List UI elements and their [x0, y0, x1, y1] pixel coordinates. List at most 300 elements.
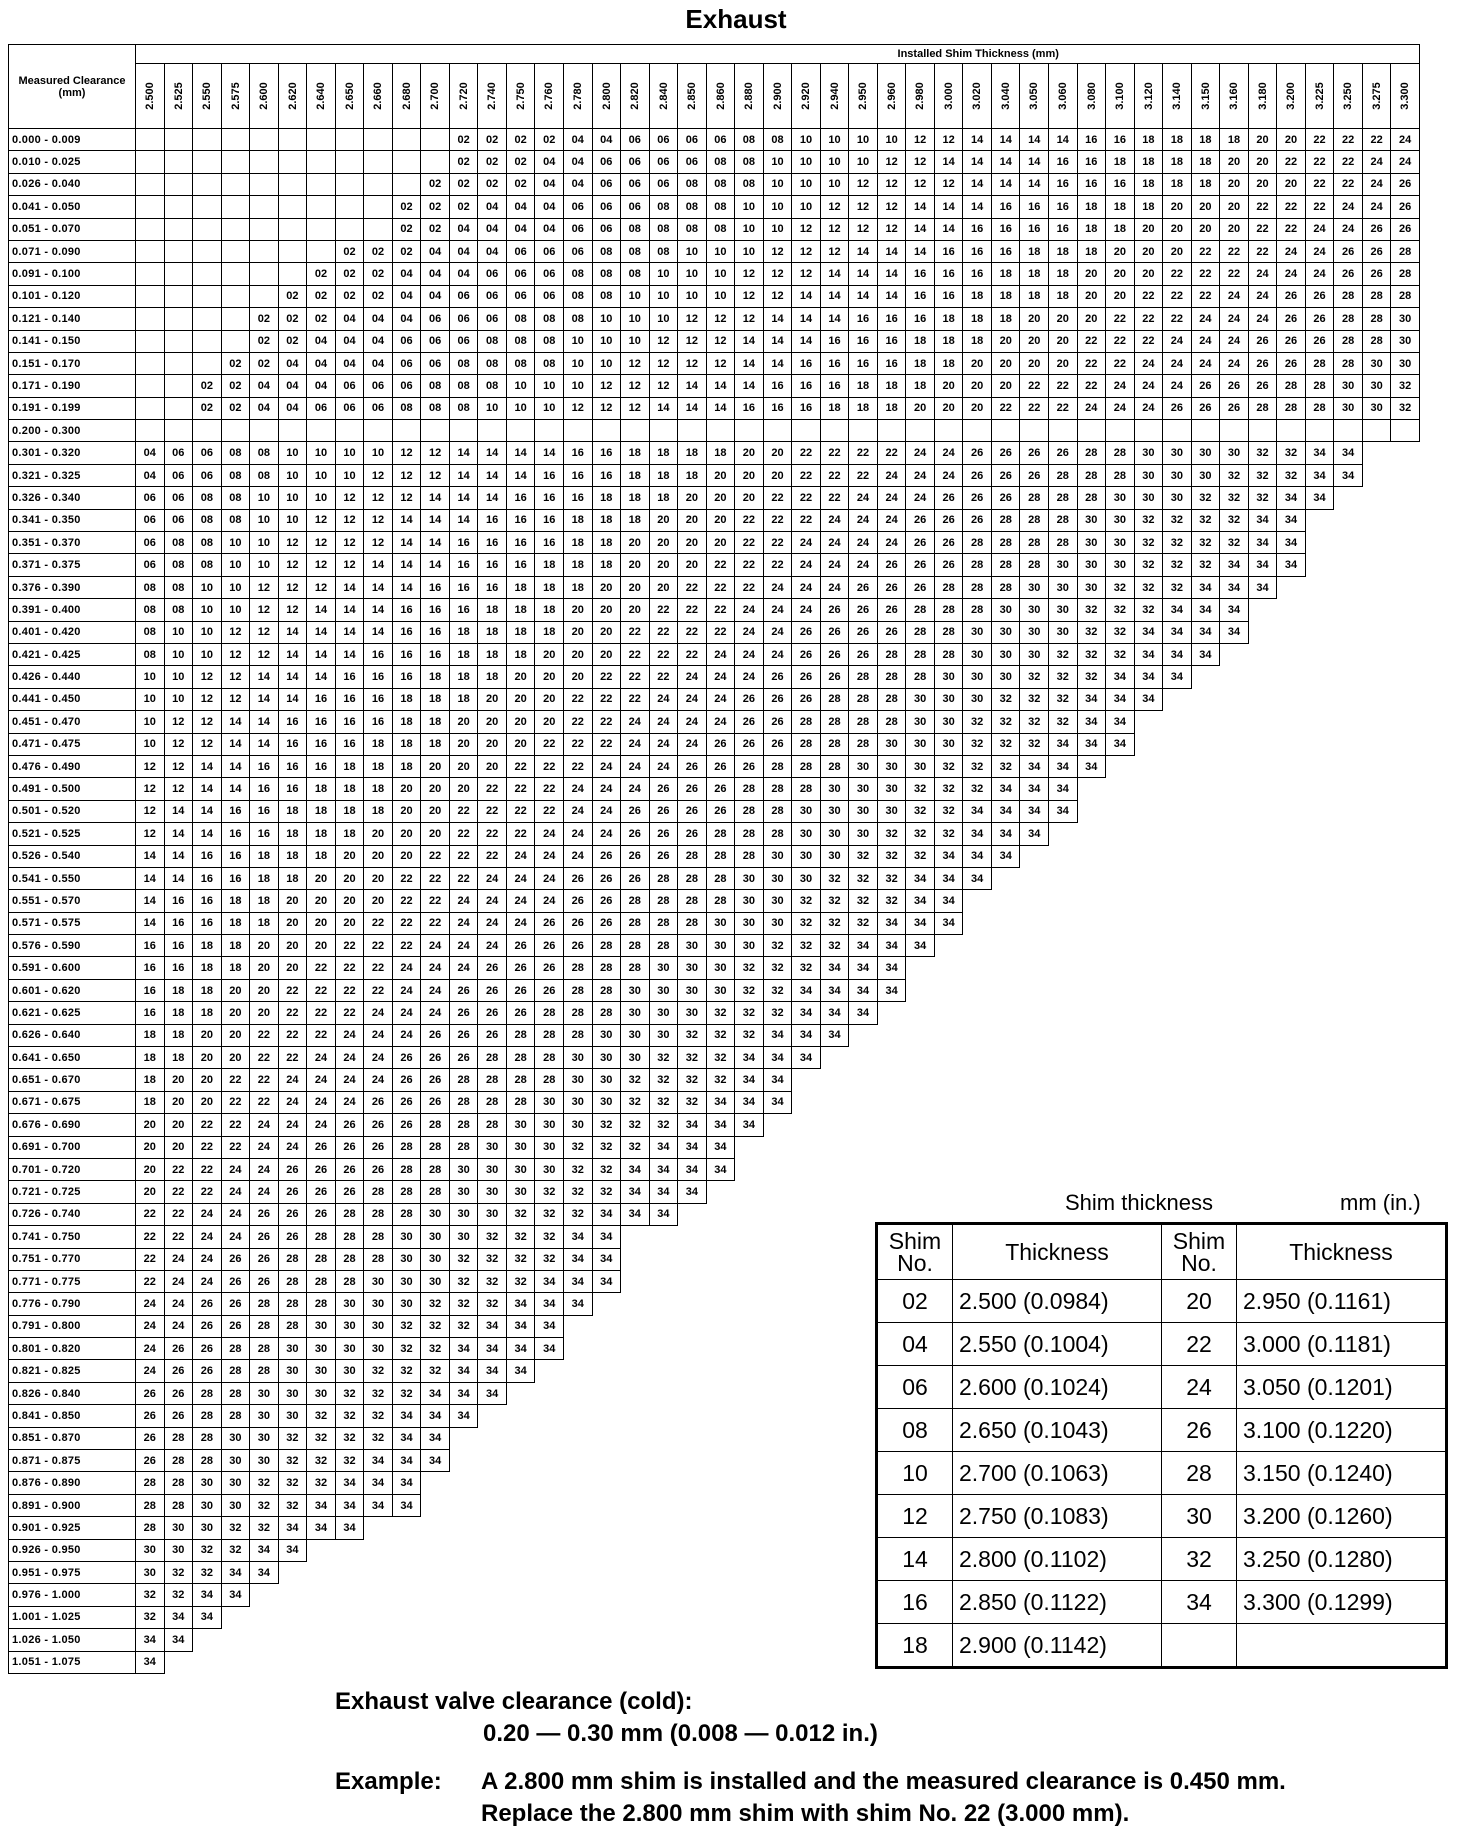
shim-cell: 18 — [1134, 173, 1163, 195]
blank-cell — [535, 1360, 564, 1382]
shim-cell: 22 — [1134, 308, 1163, 330]
blank-cell — [706, 1517, 735, 1539]
blank-cell — [1391, 823, 1420, 845]
empty-cell — [364, 218, 393, 240]
empty-cell — [278, 129, 307, 151]
shim-cell: 12 — [136, 823, 165, 845]
blank-cell — [1191, 755, 1220, 777]
shim-cell: 12 — [592, 375, 621, 397]
blank-cell — [278, 1584, 307, 1606]
blank-cell — [392, 1651, 421, 1673]
blank-cell — [1305, 1136, 1334, 1158]
blank-cell — [735, 1203, 764, 1225]
table-row — [9, 352, 1420, 374]
blank-cell — [221, 1651, 250, 1673]
shim-cell: 32 — [877, 890, 906, 912]
blank-cell — [1077, 890, 1106, 912]
blank-cell — [991, 1114, 1020, 1136]
shim-cell: 24 — [1106, 397, 1135, 419]
blank-cell — [1077, 823, 1106, 845]
thickness-header-cell — [535, 64, 564, 129]
empty-cell — [307, 420, 336, 442]
shim-cell: 26 — [250, 1248, 279, 1270]
shim-cell: 28 — [307, 1293, 336, 1315]
blank-cell — [1191, 845, 1220, 867]
blank-cell — [1163, 778, 1192, 800]
shim-cell: 30 — [1049, 599, 1078, 621]
shim-cell: 16 — [1106, 173, 1135, 195]
shim-cell: 30 — [535, 1091, 564, 1113]
shim-cell: 22 — [763, 509, 792, 531]
shim-cell: 26 — [392, 1069, 421, 1091]
clearance-range: 0.841 - 0.850 — [9, 1405, 136, 1427]
blank-cell — [1362, 912, 1391, 934]
blank-cell — [1220, 1069, 1249, 1091]
shim-cell: 32 — [421, 1360, 450, 1382]
shim-thickness: 2.550 (0.1004) — [953, 1323, 1162, 1366]
shim-cell: 20 — [706, 509, 735, 531]
shim-cell: 26 — [649, 823, 678, 845]
blank-cell — [649, 1517, 678, 1539]
blank-cell — [1191, 800, 1220, 822]
shim-cell: 30 — [449, 1181, 478, 1203]
shim-cell: 08 — [563, 263, 592, 285]
shim-cell: 26 — [621, 800, 650, 822]
shim-cell: 30 — [563, 1047, 592, 1069]
shim-cell: 18 — [335, 800, 364, 822]
shim-cell: 34 — [592, 1203, 621, 1225]
shim-cell: 14 — [364, 599, 393, 621]
shim-cell: 32 — [1248, 442, 1277, 464]
shim-cell: 30 — [678, 1002, 707, 1024]
shim-cell: 16 — [1049, 173, 1078, 195]
empty-cell — [278, 263, 307, 285]
empty-cell — [193, 352, 222, 374]
blank-cell — [1277, 823, 1306, 845]
shim-cell: 22 — [706, 554, 735, 576]
clearance-range: 0.391 - 0.400 — [9, 599, 136, 621]
shim-cell: 14 — [934, 151, 963, 173]
shim-cell: 32 — [991, 733, 1020, 755]
shim-cell: 30 — [706, 935, 735, 957]
shim-cell: 08 — [193, 509, 222, 531]
thickness-label: 3.100 — [1113, 82, 1126, 110]
shim-cell: 22 — [193, 1136, 222, 1158]
blank-cell — [934, 1069, 963, 1091]
shim-cell: 16 — [849, 308, 878, 330]
shim-cell: 06 — [364, 397, 393, 419]
shim-cell: 12 — [164, 733, 193, 755]
shim-cell: 34 — [250, 1539, 279, 1561]
shim-cell: 24 — [792, 599, 821, 621]
blank-cell — [335, 1539, 364, 1561]
shim-cell: 28 — [136, 1494, 165, 1516]
blank-cell — [1106, 912, 1135, 934]
thickness-header-cell — [621, 64, 650, 129]
clearance-range: 0.721 - 0.725 — [9, 1181, 136, 1203]
blank-cell — [706, 1450, 735, 1472]
shim-cell: 04 — [250, 397, 279, 419]
shim-cell: 20 — [1077, 285, 1106, 307]
shim-cell: 14 — [307, 621, 336, 643]
shim-cell: 28 — [364, 1226, 393, 1248]
blank-cell — [1391, 509, 1420, 531]
shim-cell: 24 — [506, 890, 535, 912]
shim-cell: 16 — [449, 576, 478, 598]
clearance-range: 0.591 - 0.600 — [9, 957, 136, 979]
shim-cell: 02 — [449, 151, 478, 173]
shim-cell: 26 — [193, 1293, 222, 1315]
shim-cell: 28 — [906, 666, 935, 688]
blank-cell — [392, 1539, 421, 1561]
blank-cell — [1334, 1047, 1363, 1069]
shim-cell: 12 — [335, 487, 364, 509]
shim-cell: 32 — [820, 867, 849, 889]
shim-cell: 24 — [1362, 173, 1391, 195]
shim-cell: 10 — [735, 218, 764, 240]
shim-cell: 24 — [735, 643, 764, 665]
shim-cell: 14 — [991, 173, 1020, 195]
shim-cell: 16 — [136, 957, 165, 979]
blank-cell — [849, 1091, 878, 1113]
shim-cell: 10 — [706, 240, 735, 262]
shim-cell: 14 — [250, 711, 279, 733]
thickness-header-cell — [763, 64, 792, 129]
shim-cell: 30 — [307, 1338, 336, 1360]
blank-cell — [1106, 979, 1135, 1001]
shim-cell: 16 — [164, 935, 193, 957]
blank-cell — [506, 1405, 535, 1427]
blank-cell — [877, 1136, 906, 1158]
shim-cell: 22 — [392, 912, 421, 934]
shim-cell: 34 — [278, 1539, 307, 1561]
shim-cell: 08 — [706, 151, 735, 173]
blank-cell — [1106, 935, 1135, 957]
shim-cell: 34 — [792, 979, 821, 1001]
shim-cell: 06 — [592, 218, 621, 240]
blank-cell — [1134, 800, 1163, 822]
shim-cell: 34 — [763, 1024, 792, 1046]
shim-cell: 10 — [221, 532, 250, 554]
shim-cell: 26 — [991, 464, 1020, 486]
blank-cell — [706, 1539, 735, 1561]
shim-cell: 30 — [592, 1091, 621, 1113]
blank-cell — [1020, 890, 1049, 912]
shim-cell: 08 — [164, 576, 193, 598]
blank-cell — [649, 1651, 678, 1673]
shim-cell: 30 — [820, 823, 849, 845]
shim-cell: 34 — [449, 1382, 478, 1404]
shim-cell: 30 — [763, 890, 792, 912]
shim-cell: 30 — [849, 823, 878, 845]
shim-cell: 28 — [649, 935, 678, 957]
blank-cell — [1106, 1047, 1135, 1069]
shim-cell: 24 — [820, 576, 849, 598]
blank-cell — [1362, 890, 1391, 912]
table-row — [9, 1136, 1420, 1158]
shim-cell: 16 — [1077, 129, 1106, 151]
shim-cell: 06 — [535, 240, 564, 262]
shim-cell: 34 — [1191, 599, 1220, 621]
shim-cell: 14 — [278, 688, 307, 710]
shim-cell: 24 — [592, 823, 621, 845]
shim-cell: 22 — [250, 1091, 279, 1113]
shim-cell: 24 — [478, 935, 507, 957]
shim-thickness-table — [875, 1222, 1448, 1669]
shim-cell: 34 — [1191, 621, 1220, 643]
empty-cell — [307, 173, 336, 195]
shim-cell: 20 — [250, 1002, 279, 1024]
shim-cell: 26 — [649, 800, 678, 822]
blank-cell — [678, 1584, 707, 1606]
shim-cell: 16 — [478, 554, 507, 576]
table-row — [9, 800, 1420, 822]
shim-cell: 28 — [1049, 464, 1078, 486]
shim-cell: 12 — [877, 218, 906, 240]
shim-cell: 28 — [250, 1293, 279, 1315]
blank-cell — [934, 957, 963, 979]
shim-cell: 34 — [335, 1494, 364, 1516]
blank-cell — [934, 1002, 963, 1024]
blank-cell — [193, 1651, 222, 1673]
blank-cell — [706, 1315, 735, 1337]
table-row — [9, 151, 1420, 173]
shim-cell: 34 — [1305, 442, 1334, 464]
shim-cell: 22 — [1191, 240, 1220, 262]
blank-cell — [1077, 800, 1106, 822]
shim-cell: 22 — [1334, 173, 1363, 195]
shim-cell: 18 — [1020, 263, 1049, 285]
empty-cell — [250, 420, 279, 442]
shim-cell: 06 — [706, 129, 735, 151]
shim-cell: 14 — [136, 912, 165, 934]
shim-cell: 24 — [1277, 263, 1306, 285]
empty-cell — [164, 196, 193, 218]
shim-cell: 32 — [164, 1584, 193, 1606]
blank-cell — [649, 1629, 678, 1651]
thickness-label: 2.620 — [286, 82, 299, 110]
shim-cell: 16 — [364, 711, 393, 733]
shim-cell: 30 — [763, 845, 792, 867]
blank-cell — [1134, 1091, 1163, 1113]
shim-cell: 08 — [193, 532, 222, 554]
blank-cell — [1163, 800, 1192, 822]
shim-cell: 06 — [563, 240, 592, 262]
table-row — [9, 576, 1420, 598]
shim-cell: 14 — [649, 397, 678, 419]
shim-cell: 22 — [1248, 218, 1277, 240]
shim-cell: 24 — [706, 688, 735, 710]
shim-cell: 08 — [164, 554, 193, 576]
blank-cell — [906, 1002, 935, 1024]
shim-cell: 34 — [1277, 509, 1306, 531]
shim-cell: 16 — [250, 823, 279, 845]
shim-cell: 22 — [991, 397, 1020, 419]
blank-cell — [934, 1047, 963, 1069]
shim-cell: 30 — [193, 1472, 222, 1494]
shim-cell: 28 — [1305, 352, 1334, 374]
shim-cell: 24 — [592, 800, 621, 822]
empty-cell — [991, 420, 1020, 442]
shim-cell: 22 — [449, 823, 478, 845]
shim-cell: 22 — [1049, 397, 1078, 419]
shim-cell: 08 — [535, 308, 564, 330]
blank-cell — [364, 1629, 393, 1651]
shim-row — [877, 1409, 1447, 1452]
blank-cell — [1049, 890, 1078, 912]
shim-cell: 32 — [478, 1293, 507, 1315]
empty-cell — [193, 285, 222, 307]
shim-cell: 18 — [563, 509, 592, 531]
blank-cell — [1391, 912, 1420, 934]
shim-cell: 14 — [706, 375, 735, 397]
shim-cell: 22 — [221, 1091, 250, 1113]
shim-thickness: 3.100 (0.1220) — [1237, 1409, 1447, 1452]
shim-cell: 26 — [621, 867, 650, 889]
shim-cell: 08 — [136, 621, 165, 643]
shim-cell: 10 — [592, 330, 621, 352]
shim-cell: 30 — [1362, 397, 1391, 419]
blank-cell — [1362, 576, 1391, 598]
shim-cell: 26 — [535, 957, 564, 979]
thickness-label: 3.150 — [1199, 82, 1212, 110]
blank-cell — [820, 1382, 849, 1404]
blank-cell — [1163, 935, 1192, 957]
empty-cell — [449, 420, 478, 442]
blank-cell — [820, 1539, 849, 1561]
shim-cell: 20 — [1163, 196, 1192, 218]
shim-cell: 02 — [478, 129, 507, 151]
blank-cell — [649, 1584, 678, 1606]
shim-cell: 26 — [478, 1024, 507, 1046]
shim-cell: 22 — [278, 1024, 307, 1046]
shim-cell: 28 — [792, 755, 821, 777]
shim-cell: 16 — [221, 867, 250, 889]
shim-cell: 26 — [1220, 397, 1249, 419]
shim-cell: 24 — [1134, 352, 1163, 374]
blank-cell — [792, 1315, 821, 1337]
shim-cell: 18 — [335, 755, 364, 777]
thickness-label: 2.820 — [628, 82, 641, 110]
blank-cell — [1077, 912, 1106, 934]
shim-cell: 24 — [678, 733, 707, 755]
shim-cell: 26 — [592, 867, 621, 889]
shim-cell: 04 — [307, 375, 336, 397]
blank-cell — [1277, 957, 1306, 979]
shim-cell: 06 — [164, 509, 193, 531]
shim-cell: 22 — [563, 733, 592, 755]
shim-cell: 30 — [621, 1024, 650, 1046]
shim-cell: 14 — [221, 733, 250, 755]
shim-cell: 16 — [906, 308, 935, 330]
shim-cell: 10 — [849, 151, 878, 173]
blank-cell — [849, 1651, 878, 1673]
clearance-range: 0.821 - 0.825 — [9, 1360, 136, 1382]
empty-cell — [221, 330, 250, 352]
shim-cell: 28 — [1248, 397, 1277, 419]
shim-cell: 30 — [535, 1136, 564, 1158]
blank-cell — [906, 1069, 935, 1091]
blank-cell — [1362, 957, 1391, 979]
shim-cell: 06 — [535, 263, 564, 285]
blank-cell — [1277, 890, 1306, 912]
thickness-header-cell — [506, 64, 535, 129]
shim-cell: 32 — [421, 1293, 450, 1315]
shim-cell: 20 — [678, 509, 707, 531]
shim-cell: 34 — [421, 1382, 450, 1404]
shim-cell: 10 — [364, 442, 393, 464]
blank-cell — [1277, 778, 1306, 800]
clearance-range: 0.451 - 0.470 — [9, 711, 136, 733]
blank-cell — [763, 1606, 792, 1628]
table-row — [9, 1002, 1420, 1024]
blank-cell — [1077, 935, 1106, 957]
blank-cell — [1391, 845, 1420, 867]
clearance-range: 0.026 - 0.040 — [9, 173, 136, 195]
shim-cell: 34 — [1134, 688, 1163, 710]
shim-cell: 14 — [849, 240, 878, 262]
shim-cell: 12 — [735, 308, 764, 330]
shim-cell: 10 — [335, 442, 364, 464]
blank-cell — [1049, 867, 1078, 889]
shim-cell: 34 — [735, 1069, 764, 1091]
shim-cell: 12 — [906, 173, 935, 195]
shim-cell: 32 — [563, 1136, 592, 1158]
shim-cell: 30 — [792, 823, 821, 845]
blank-cell — [535, 1405, 564, 1427]
shim-cell: 02 — [506, 129, 535, 151]
shim-cell: 10 — [792, 129, 821, 151]
shim-cell: 20 — [421, 778, 450, 800]
shim-cell: 24 — [1391, 129, 1420, 151]
shim-cell: 28 — [706, 845, 735, 867]
blank-cell — [621, 1315, 650, 1337]
shim-cell: 20 — [449, 778, 478, 800]
shim-cell: 18 — [535, 554, 564, 576]
shim-cell: 08 — [678, 173, 707, 195]
thickness-header-cell — [906, 64, 935, 129]
shim-cell: 06 — [478, 263, 507, 285]
shim-number: 22 — [1162, 1323, 1237, 1366]
shim-cell: 18 — [991, 263, 1020, 285]
blank-cell — [563, 1651, 592, 1673]
blank-cell — [478, 1651, 507, 1673]
blank-cell — [1391, 1024, 1420, 1046]
empty-cell — [136, 263, 165, 285]
shim-cell: 04 — [563, 173, 592, 195]
shim-cell: 26 — [136, 1427, 165, 1449]
shim-cell: 26 — [1020, 464, 1049, 486]
blank-cell — [991, 912, 1020, 934]
shim-cell: 32 — [906, 778, 935, 800]
shim-cell: 28 — [906, 643, 935, 665]
shim-cell: 10 — [678, 285, 707, 307]
empty-cell — [906, 420, 935, 442]
shim-cell: 12 — [164, 755, 193, 777]
shim-cell: 14 — [392, 554, 421, 576]
clearance-range: 0.771 - 0.775 — [9, 1270, 136, 1292]
shim-cell: 30 — [506, 1158, 535, 1180]
shim-cell: 22 — [136, 1203, 165, 1225]
shim-cell: 10 — [221, 599, 250, 621]
blank-cell — [1049, 1069, 1078, 1091]
blank-cell — [1305, 1069, 1334, 1091]
shim-cell: 14 — [849, 263, 878, 285]
blank-cell — [820, 1494, 849, 1516]
blank-cell — [1077, 1136, 1106, 1158]
shim-cell: 16 — [421, 576, 450, 598]
table-row — [9, 643, 1420, 665]
